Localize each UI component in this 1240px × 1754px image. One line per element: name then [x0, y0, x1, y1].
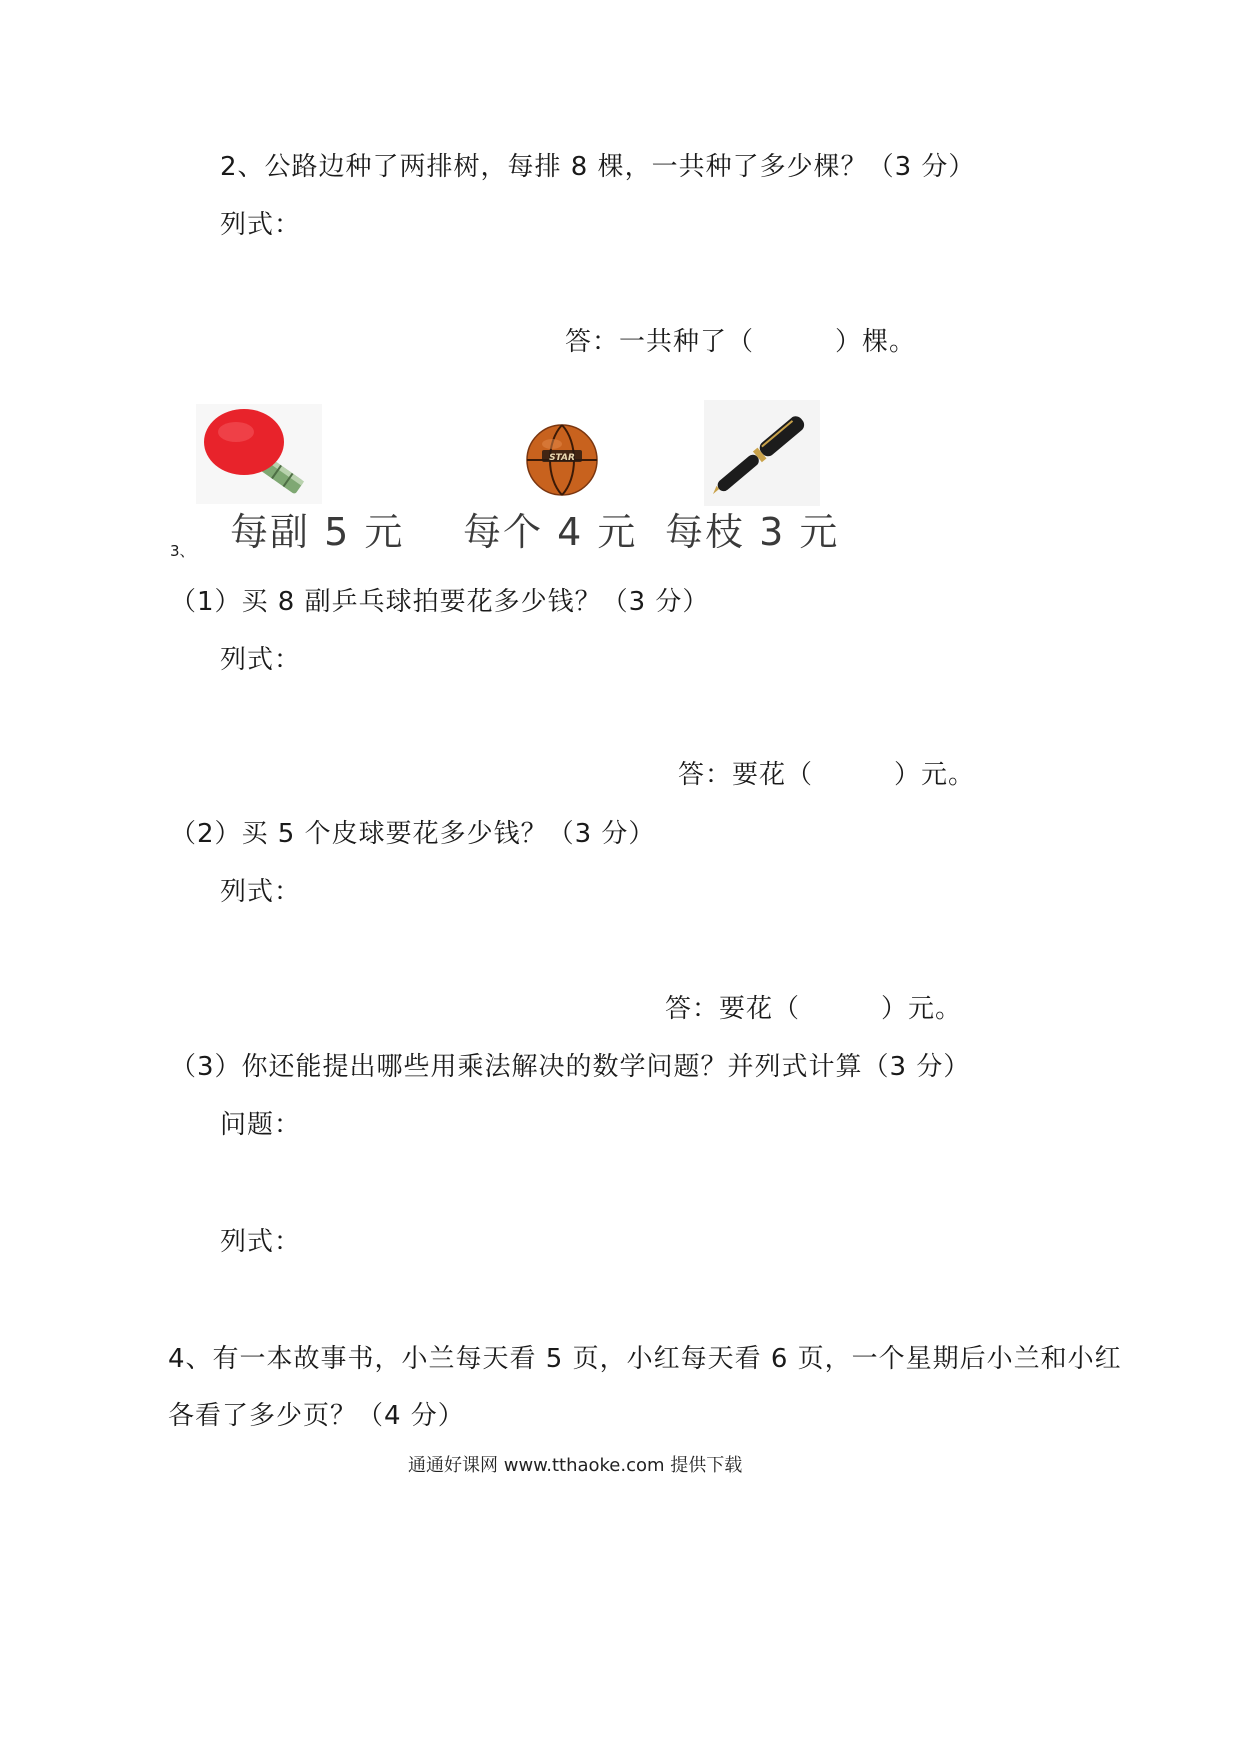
q3-sub2-question: （2）买 5 个皮球要花多少钱？（3 分） [170, 819, 656, 849]
q3-sub3-formula-label: 列式： [220, 1227, 302, 1257]
q2-formula-label: 列式： [220, 210, 302, 240]
ping-pong-paddle-image [196, 404, 322, 504]
q3-sub2-formula-label: 列式： [220, 877, 302, 907]
q3-sub1-answer: 答：要花（ ）元。 [678, 760, 976, 790]
q3-sub1-formula-label: 列式： [220, 645, 302, 675]
pen-image [704, 400, 820, 506]
pen-price: 每枝 3 元 [665, 510, 840, 554]
q3-sub2-answer: 答：要花（ ）元。 [665, 994, 963, 1024]
footer-text: 通通好课网 www.tthaoke.com 提供下载 [408, 1455, 743, 1476]
basketball-image [524, 422, 600, 498]
q3-sub3-problem-label: 问题： [220, 1110, 302, 1140]
q4-line1: 4、有一本故事书，小兰每天看 5 页，小红每天看 6 页，一个星期后小兰和小红 [168, 1344, 1122, 1374]
q2-answer: 答：一共种了（ ）棵。 [565, 327, 917, 357]
q2-question: 2、公路边种了两排树，每排 8 棵，一共种了多少棵？（3 分） [220, 152, 976, 182]
q3-sub1-question: （1）买 8 副乒乓球拍要花多少钱？（3 分） [170, 587, 710, 617]
q3-number: 3、 [170, 542, 195, 560]
q3-sub3-question: （3）你还能提出哪些用乘法解决的数学问题？并列式计算（3 分） [170, 1052, 971, 1082]
basketball-price: 每个 4 元 [463, 510, 638, 554]
q4-line2: 各看了多少页？（4 分） [168, 1401, 465, 1431]
paddle-price: 每副 5 元 [230, 510, 405, 554]
svg-text:STAR: STAR [549, 453, 575, 463]
